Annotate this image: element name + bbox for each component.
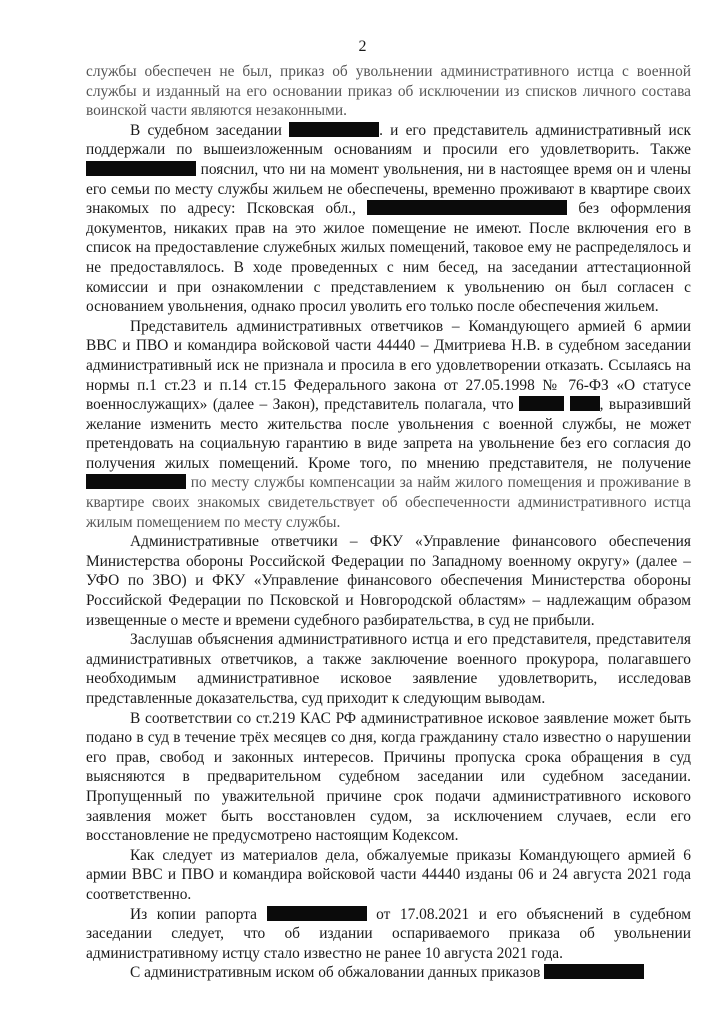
paragraph-text: Из копии рапорта [130,905,267,923]
document-body [86,62,691,983]
redaction-box [86,161,196,176]
paragraph [86,62,691,121]
redaction-box [519,396,564,411]
paragraph-text: пояснил, что ни на момент увольнения, ни в настоящее время он и члены его семьи по месту службы жильем не обеспечены, временно проживают в квартире своих знакомых по адресу: Псковская обл., [86,160,691,218]
redaction-box [570,396,600,411]
paragraph-text: по месту службы компенсации за найм жилого помещения и проживание в квартире своих знакомых свидетельствует об обеспеченности административного истца жилым помещением по месту службы. [86,474,691,531]
redaction-box [289,122,379,137]
redaction-box [86,474,186,489]
paragraph-text: , выразивший желание изменить место жительства после увольнения с военной службы, не может претендовать на социальную гарантию в виде запрета на увольнение без его согласия до получения жилых помещений. Кроме того, по мнению представителя, не получение [86,396,691,472]
paragraph-text: В соответствии со ст.219 КАС РФ административное исковое заявление может быть подано в суд в течение трёх месяцев со дня, когда гражданину стало известно о нарушении его прав, свобод и законных интересов. Причины пропуска срока обращения в суд выясняются в предварительном судебном заседании или судебном заседании. Пропущенный по уважительной причине срок подачи административного искового заявления может быть восстановлен судом, за исключением случаев, если его восстановление не предусмотрено настоящим Кодексом. [86,709,691,845]
paragraph-text: Представитель административных ответчиков – Командующего армией 6 армии ВВС и ПВО и командира войсковой части 44440 – Дмитриева Н.В. в судебном заседании административный иск не признала и просила в его удовлетворении отказать. Ссылаясь на нормы п.1 ст.23 и п.14 ст.15 Федерального закона от 27.05.1998 № 76-ФЗ «О статусе военнослужащих» (далее – Закон), представитель полагала, что [86,317,691,414]
paragraph [86,121,691,317]
paragraph [86,905,691,964]
paragraph [86,709,691,846]
page-number: 2 [358,38,367,55]
paragraph-text: Административные ответчики – ФКУ «Управление финансового обеспечения Министерства обороны Российской Федерации по Западному военному округу» (далее – УФО по ЗВО) и ФКУ «Управление финансового обеспечения Министерства обороны Российской Федерации по Псковской и Новгородской областям» – надлежащим образом извещенные о месте и времени судебного разбирательства, в суд не прибыли. [86,533,691,629]
paragraph [86,317,691,533]
paragraph-text: . и его представитель административный иск поддержали по вышеизложенным основаниям и просили его удовлетворить. Также [86,121,691,159]
paragraph [86,532,691,630]
paragraph-text: С административным иском об обжаловании данных приказов [130,964,545,982]
redaction-box [544,964,644,979]
paragraph-text: без оформления документов, никаких прав на это жилое помещение не имеют. После включения его в список на предоставление служебных жилых помещений, таковое ему не распределялось и не предоставлялось. В ходе проведенных с ним бесед, на заседании аттестационной комиссии и при ознакомлении с представлением к увольнению он был согласен с основанием увольнения, однако просил уволить его только после обеспечения жильем. [86,200,691,316]
paragraph [86,630,691,708]
redaction-box [267,906,367,921]
paragraph-text: В судебном заседании [130,121,290,139]
paragraph-text: от 17.08.2021 и его объяснений в судебном заседании следует, что об издании оспариваемого приказа об увольнении административному истцу стало известно не ранее 10 августа 2021 года. [86,905,691,962]
redaction-box [367,200,567,215]
paragraph [86,963,691,983]
paragraph-text: Как следует из материалов дела, обжалуемые приказы Командующего армией 6 армии ВВС и ПВО и командира войсковой части 44440 изданы 06 и 24 августа 2021 года соответственно. [86,846,691,903]
paragraph [86,846,691,905]
paragraph-text: службы обеспечен не был, приказ об увольнении административного истца с военной службы и изданный на его основании приказ об исключении из списков личного состава воинской части являются незаконными. [86,63,691,120]
paragraph-text: Заслушав объяснения административного истца и его представителя, представителя административных ответчиков, а также заключение военного прокурора, полагавшего необходимым административное исковое заявление удовлетворить, исследовав представленные доказательства, суд приходит к следующим выводам. [86,631,691,707]
